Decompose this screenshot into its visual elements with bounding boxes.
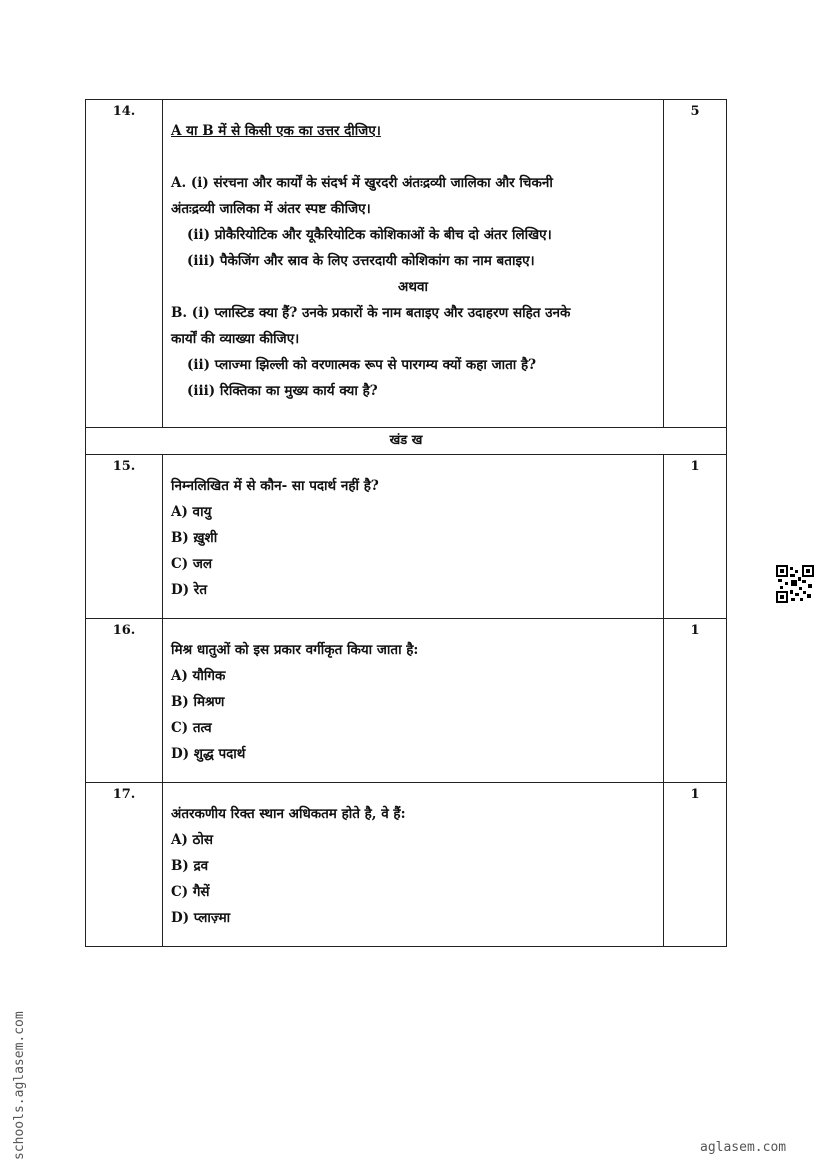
question-line: (ii) प्रोकैरियोटिक और यूकैरियोटिक कोशिकाओं के बीच दो अंतर लिखिए।	[187, 227, 552, 243]
question-body	[163, 783, 664, 947]
question-number: 16.	[86, 619, 163, 783]
question-row-14	[86, 100, 727, 428]
question-number: 14.	[86, 100, 163, 428]
option-d: D) रेत	[171, 582, 208, 598]
option-c: C) तत्व	[171, 720, 212, 736]
option-a: A) ठोस	[171, 832, 214, 848]
section-header-row	[86, 428, 727, 455]
question-line: (ii) प्लाज्मा झिल्ली को वरणात्मक रूप से पारगम्य क्यों कहा जाता है?	[187, 357, 537, 373]
section-header: खंड ख	[86, 428, 727, 455]
footer-watermark: aglasem.com	[700, 1140, 787, 1155]
question-marks: 1	[664, 619, 727, 783]
question-stem: मिश्र धातुओं को इस प्रकार वर्गीकृत किया जाता है:	[171, 642, 419, 658]
question-stem: अंतरकणीय रिक्त स्थान अधिकतम होते है, वे हैं:	[171, 806, 406, 822]
question-marks: 1	[664, 455, 727, 619]
question-marks: 5	[664, 100, 727, 428]
option-c: C) गैसें	[171, 884, 210, 900]
or-separator: अथवा	[398, 279, 428, 295]
question-line: कार्यों की व्याख्या कीजिए।	[171, 331, 300, 347]
option-a: A) वायु	[171, 504, 212, 520]
question-table	[85, 99, 727, 947]
question-line: (iii) रिक्तिका का मुख्य कार्य क्या है?	[187, 383, 378, 399]
qr-code-icon	[776, 565, 814, 603]
question-row-16	[86, 619, 727, 783]
question-body	[163, 100, 664, 428]
side-watermark: schools.aglasem.com	[12, 1011, 27, 1160]
question-body	[163, 455, 664, 619]
question-line: (iii) पैकेजिंग और स्राव के लिए उत्तरदायी कोशिकांग का नाम बताइए।	[187, 253, 535, 269]
option-a: A) यौगिक	[171, 668, 226, 684]
question-row-17	[86, 783, 727, 947]
question-body	[163, 619, 664, 783]
question-line: A. (i) संरचना और कार्यों के संदर्भ में खुरदरी अंतःद्रव्यी जालिका और चिकनी	[171, 175, 553, 191]
question-row-15	[86, 455, 727, 619]
option-b: B) ख़ुशी	[171, 530, 218, 546]
question-line: अंतःद्रव्यी जालिका में अंतर स्पष्ट कीजिए।	[171, 201, 371, 217]
question-number: 15.	[86, 455, 163, 619]
question-number: 17.	[86, 783, 163, 947]
question-marks: 1	[664, 783, 727, 947]
question-line: B. (i) प्लास्टिड क्या हैं? उनके प्रकारों के नाम बताइए और उदाहरण सहित उनके	[171, 305, 571, 321]
option-c: C) जल	[171, 556, 213, 572]
option-d: D) शुद्ध पदार्थ	[171, 746, 246, 762]
option-b: B) मिश्रण	[171, 694, 225, 710]
option-b: B) द्रव	[171, 858, 209, 874]
instruction-line: A या B में से किसी एक का उत्तर दीजिए।	[171, 123, 381, 139]
option-d: D) प्लाज़्मा	[171, 910, 231, 926]
spacer	[171, 144, 655, 170]
question-stem: निम्नलिखित में से कौन- सा पदार्थ नहीं है?	[171, 478, 379, 494]
